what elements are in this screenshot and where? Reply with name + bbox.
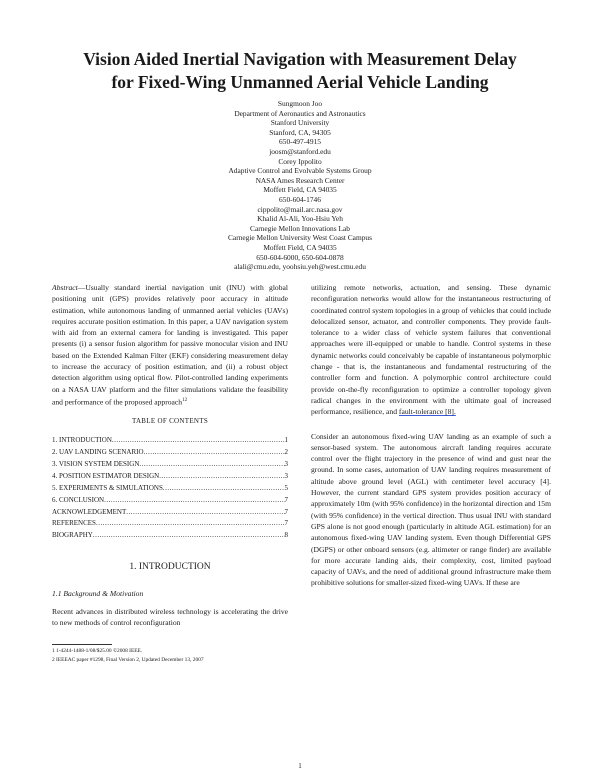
citation-link[interactable]: fault-tolerance [8]. <box>398 407 456 417</box>
author-line: joosm@stanford.edu <box>269 146 331 156</box>
author-line: Stanford University <box>270 118 330 128</box>
abstract <box>52 282 288 408</box>
toc-item[interactable]: BIOGRAPHY ..... 8 <box>52 530 288 542</box>
author-line: Khalid Al-Ali, Yoo-Hsiu Yeh <box>257 214 343 224</box>
body-paragraph: Consider an autonomous fixed-wing UAV landing as an example of such a sensor-based system. The autonomous aircraft landing requires accurate control over the flight trajectory in the presence of wind and gust near the ground. In some cases, automation of UAV landing requires measurement of altitude above ground level (AGL) with centimeter level accuracy [4]. However, the current standard GPS system provides position accuracy of approximately 10m (with 95% confidence) in the horizontal direction and 15m (with 95% confidence) in the vertical direction. Thus usual INU with standard GPS alone is not good enough (particularly in altitude AGL estimation) for an autonomous fixed-wing UAV landing system. Even though Differential GPS (DGPS) or other onboard sensors (e.g. altimeter or range finder) are available for more accurate landing aids, their complexity, cost, limited payload capacity of UAVs, and the need of additional ground infrastructure make them prohibitive solutions for smaller-sized fixed-wing UAVs. If these are <box>311 431 551 588</box>
left-column <box>52 282 288 665</box>
toc-item[interactable]: 2. UAV LANDING SCENARIO ..... 2 <box>52 447 288 459</box>
author-line: 650-604-1746 <box>279 194 321 204</box>
section-heading: 1. INTRODUCTION <box>129 562 211 573</box>
author-line: Moffett Field, CA 94035 <box>263 185 337 195</box>
toc-item[interactable]: ACKNOWLEDGEMENT ..... 7 <box>52 507 288 519</box>
author-line: NASA Ames Research Center <box>255 175 345 185</box>
page-number: 1 <box>298 762 302 770</box>
author-line: Moffett Field, CA 94035 <box>263 242 337 252</box>
toc-item[interactable]: 4. POSITION ESTIMATOR DESIGN ..... 3 <box>52 471 288 483</box>
toc-item[interactable]: 5. EXPERIMENTS & SIMULATIONS ..... 5 <box>52 483 288 495</box>
author-line: Adaptive Control and Evolvable Systems Group <box>228 166 372 176</box>
author-line: 650-604-6000, 650-604-0878 <box>256 252 344 262</box>
intro-paragraph: Recent advances in distributed wireless technology is accelerating the drive to new methods of control reconfiguration <box>52 606 288 628</box>
toc-item[interactable]: 1. INTRODUCTION ..... 1 <box>52 435 288 447</box>
author-line: cippolito@mail.arc.nasa.gov <box>257 204 343 214</box>
author-line: alali@cmu.edu, yoohsiu.yeh@west.cmu.edu <box>234 262 366 272</box>
abstract-footnote-marks: 12 <box>182 397 188 403</box>
table-of-contents <box>52 435 288 542</box>
toc-item[interactable]: REFERENCES ..... 7 <box>52 518 288 530</box>
author-line: Sungmoon Joo <box>277 99 323 108</box>
abstract-label: Abstract <box>52 283 78 292</box>
footnote: 1 1-4244-1488-1/08/$25.00 ©2008 IEEE. <box>52 648 143 655</box>
paper-title <box>40 48 560 94</box>
footnote: 2 IEEEAC paper #1298, Final Version 2, Updated December 13, 2007 <box>52 657 204 664</box>
abstract-text: —Usually standard inertial navigation unit (INU) with global positioning unit (GPS) provides relatively poor accuracy in altitude estimation, while autonomous landing of unmanned aerial vehicles (UAVs) requires accurate position estimation. In this paper, a UAV navigation system with aid from an external camera for landing is investigated. This paper presents (i) a sensor fusion algorithm for passive monocular vision and INU based on the Extended Kalman Filter (EKF) considering measurement delay to increase the accuracy of position estimation, and (ii) a robust object detection algorithm using optical flow. Pilot-controlled landing experiments on a NASA UAV platform and the filter simulations validate the feasibility and performance of the proposed approach <box>52 283 288 407</box>
title-line-2: for Fixed-Wing Unmanned Aerial Vehicle Landing <box>111 72 489 92</box>
author-line: Carnegie Mellon Innovations Lab <box>250 223 350 233</box>
toc-item[interactable]: 6. CONCLUSION ..... 7 <box>52 495 288 507</box>
footnote-divider <box>52 644 112 645</box>
toc-heading: TABLE OF CONTENTS <box>131 416 209 425</box>
author-line: Department of Aeronautics and Astronautics <box>234 108 366 118</box>
subsection-heading: 1.1 Background & Motivation <box>52 588 144 598</box>
body-paragraph: utilizing remote networks, actuation, and sensing. These dynamic reconfiguration networks would allow for the instantaneous restructuring of coordinated control system topologies in a group of vehicles that could include delocalized sensor, actuator, and controller components. They provide fault-tolerance to a wider class of vehicle system failures that conventional approaches were ill-equipped or unable to handle. Control systems in these dynamic networks could conceivably be capable of instantaneous polymorphic change - that is, the instantaneous and fundamental restructuring of the controller form and function. A polymorphic control architecture could provide on-the-fly reconfiguration to optimize a controller topology given radical changes in the environment with the ultimate goal of increased performance, resilience, and fault-tolerance [8]. <box>311 283 551 417</box>
right-column <box>311 282 551 589</box>
author-line: Carnegie Mellon University West Coast Campus <box>228 233 372 243</box>
toc-item[interactable]: 3. VISION SYSTEM DESIGN ..... 3 <box>52 459 288 471</box>
author-line: 650-497-4915 <box>279 137 321 147</box>
author-line: Corey Ippolito <box>278 156 322 166</box>
author-line: Stanford, CA, 94305 <box>269 127 331 137</box>
title-line-1: Vision Aided Inertial Navigation with Measurement Delay <box>83 49 517 69</box>
author-block <box>150 99 450 272</box>
